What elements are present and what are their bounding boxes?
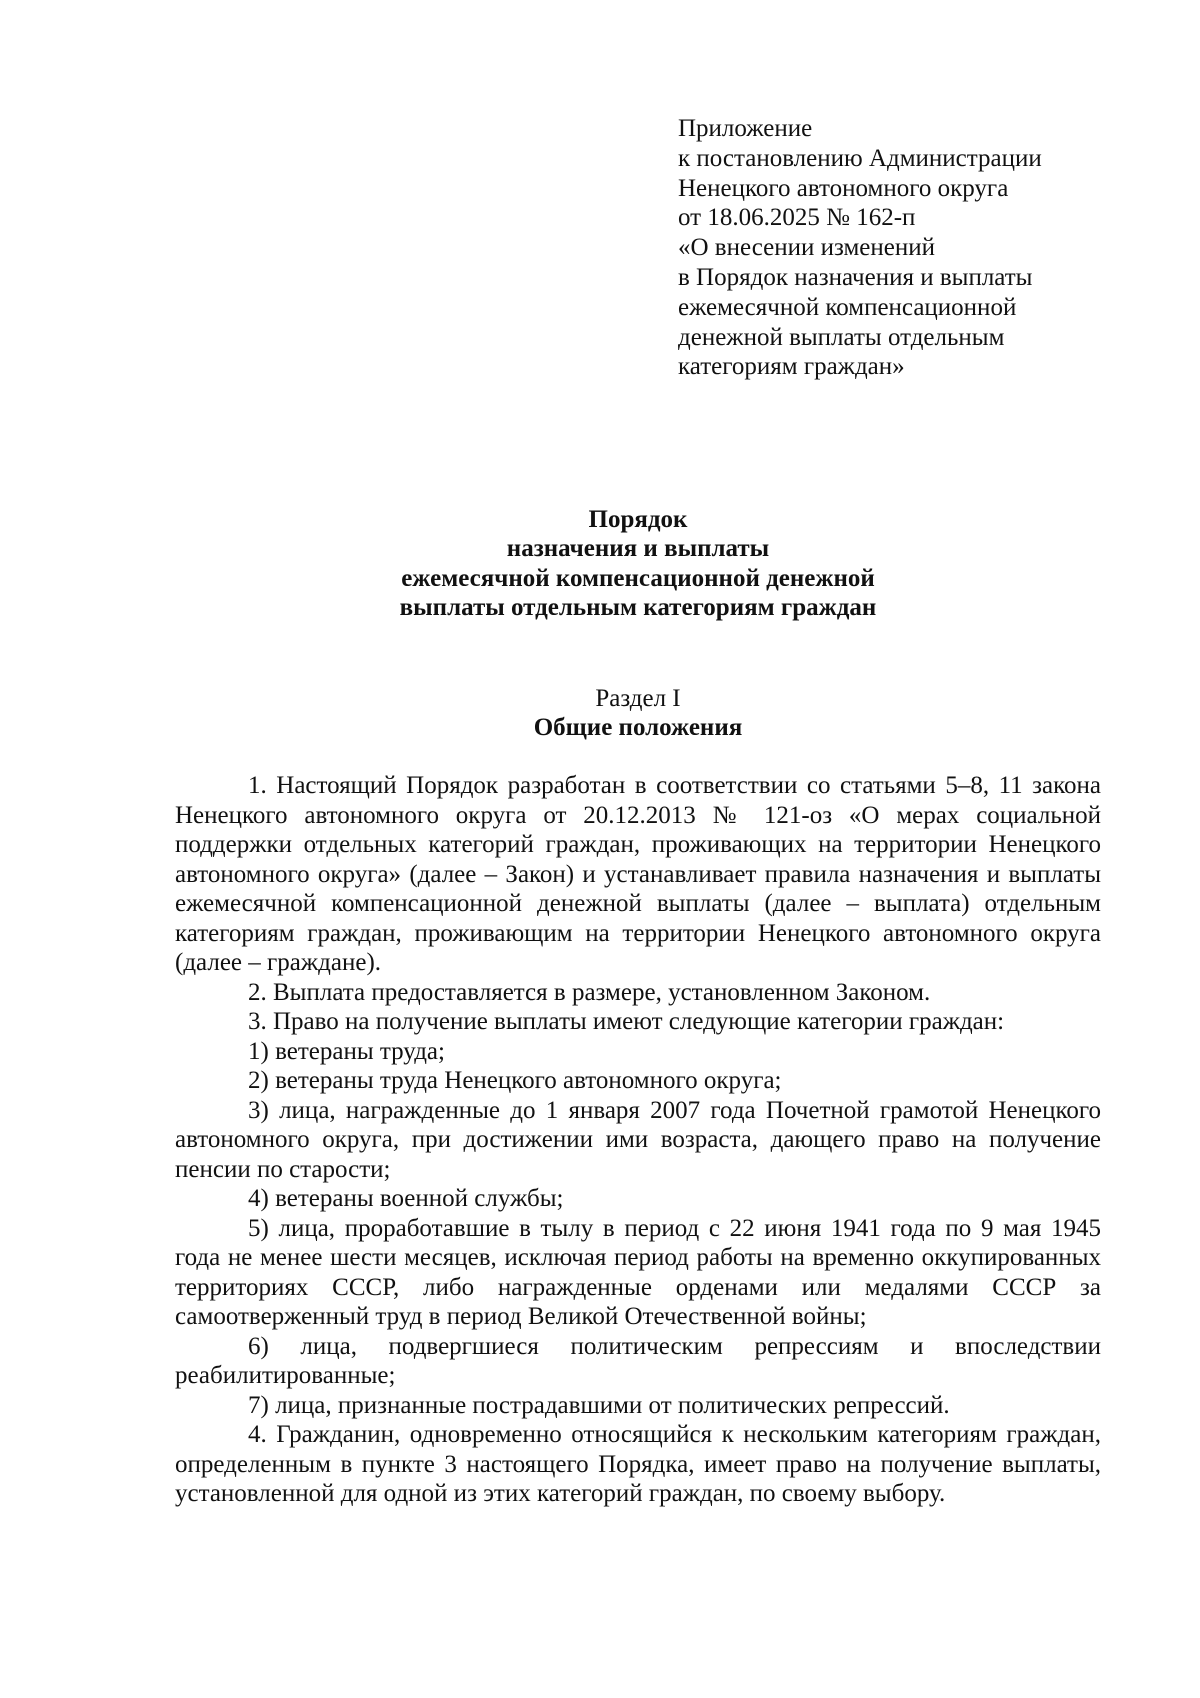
appendix-line: от 18.06.2025 № 162-п (678, 204, 916, 232)
list-item-7: 7) лица, признанные пострадавшими от политических репрессий. (248, 1391, 950, 1419)
paragraph-3: 3. Право на получение выплаты имеют следующие категории граждан: (248, 1008, 1005, 1035)
appendix-line: Приложение (678, 115, 813, 142)
appendix-line: «О внесении изменений (678, 234, 936, 262)
appendix-line: Ненецкого автономного округа (678, 174, 1009, 202)
appendix-line: в Порядок назначения и выплаты (678, 263, 1033, 291)
list-item-4: 4) ветераны военной службы; (248, 1185, 564, 1212)
appendix-line: денежной выплаты отдельным (678, 323, 1005, 351)
list-item-3: 3) лица, награжденные до 1 января 2007 года Почетной грамотой Ненецкого автономного округа, при достижении ими возраста, дающего право на получение пенсии по старости; (175, 1096, 1101, 1183)
list-item-6: 6) лица, подвергшиеся политическим репрессиям и впоследствии реабилитированные; (175, 1332, 1101, 1389)
appendix-line: категориям граждан» (678, 353, 905, 381)
paragraph-2: 2. Выплата предоставляется в размере, установленном Законом. (248, 978, 931, 1006)
appendix-line: к постановлению Администрации (678, 144, 1042, 172)
document-title (175, 505, 1101, 622)
list-item-5: 5) лица, проработавшие в тылу в период с 22 июня 1941 года по 9 мая 1945 года не менее шести месяцев, исключая период работы на временно оккупированных территориях СССР, либо награжденные орденами или медалями СССР за самоотверженный труд в период Великой Отечественной войны; (175, 1214, 1101, 1330)
section-title: Общие положения (533, 714, 743, 741)
appendix-block (678, 114, 1148, 382)
list-item-2: 2) ветераны труда Ненецкого автономного округа; (248, 1067, 782, 1094)
section-label: Раздел I (595, 685, 681, 712)
title-line: Порядок (588, 506, 688, 533)
title-line: ежемесячной компенсационной денежной (401, 564, 875, 592)
document-body (175, 771, 1101, 1509)
paragraph-1: 1. Настоящий Порядок разработан в соответствии со статьями 5–8, 11 закона Ненецкого автономного округа от 20.12.2013 № 121-оз «О мерах социальной поддержки отдельных категорий граждан, проживающих на территории Ненецкого автономного округа» (далее – Закон) и устанавливает правила назначения и выплаты ежемесячной компенсационной денежной выплаты (далее – выплата) отдельным категориям граждан, проживающим на территории Ненецкого автономного округа (далее – граждане). (175, 772, 1101, 976)
title-line: назначения и выплаты (506, 535, 770, 563)
paragraph-4: 4. Гражданин, одновременно относящийся к нескольким категориям граждан, определенным в пункте 3 настоящего Порядка, имеет право на получение выплаты, установленной для одной из этих категорий граждан, по своему выбору. (175, 1421, 1101, 1507)
list-item-1: 1) ветераны труда; (248, 1037, 445, 1065)
appendix-line: ежемесячной компенсационной (678, 293, 1017, 321)
title-line: выплаты отдельным категориям граждан (399, 593, 877, 621)
